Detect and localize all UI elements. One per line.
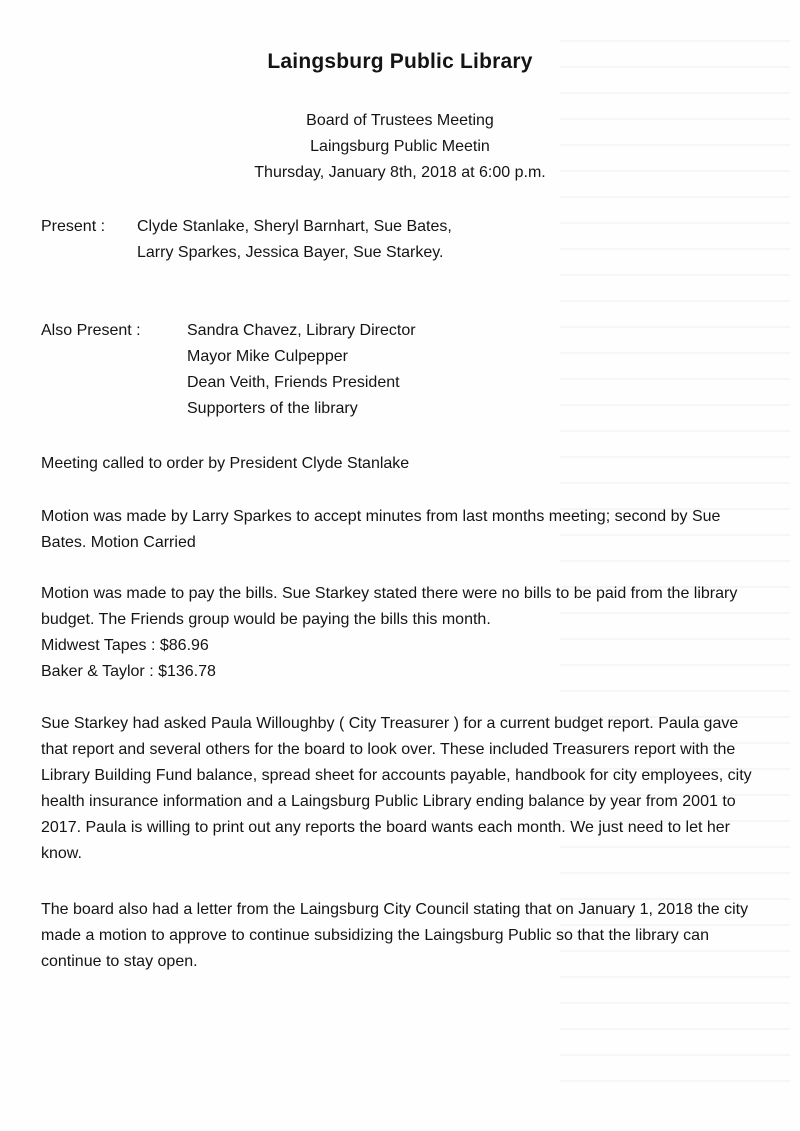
also-present-name: Supporters of the library (187, 400, 358, 417)
present-names-line-2: Larry Sparkes, Jessica Bayer, Sue Starkey. (137, 244, 444, 261)
minutes-motion-text: Motion was made by Larry Sparkes to accept minutes from last months meeting; second by Sue Bates. Motion Carried (41, 508, 721, 551)
document-title: Laingsburg Public Library (267, 50, 533, 73)
budget-report (41, 711, 761, 867)
meeting-date: Thursday, January 8th, 2018 at 6:00 p.m. (254, 164, 546, 181)
bill-item: Midwest Tapes : $86.96 (41, 637, 209, 654)
budget-report-text: Sue Starkey had asked Paula Willoughby ( City Treasurer ) for a current budget report. Paula gave that report and several others for the board to look over. These included Treasurers report with the Library Building Fund balance, spread sheet for accounts payable, handbook for city employees, city health insurance information and a Laingsburg Public Library ending balance by year from 2001 to 2017. Paula is willing to print out any reports the board wants each month. We just need to let her know. (41, 715, 752, 862)
meeting-location: Laingsburg Public Meetin (310, 138, 490, 155)
also-present-name: Dean Veith, Friends President (187, 374, 400, 391)
call-to-order (41, 451, 761, 477)
minutes-motion (41, 504, 761, 556)
also-present-name: Mayor Mike Culpepper (187, 348, 348, 365)
meeting-name: Board of Trustees Meeting (306, 112, 494, 129)
also-present-name: Sandra Chavez, Library Director (187, 322, 416, 339)
present-names-line-1: Clyde Stanlake, Sheryl Barnhart, Sue Bates, (137, 218, 452, 235)
bills-motion-text: Motion was made to pay the bills. Sue Starkey stated there were no bills to be paid from the library budget. The Friends group would be paying the bills this month. (41, 585, 738, 628)
also-present-label: Also Present : (41, 322, 141, 339)
bill-item: Baker & Taylor : $136.78 (41, 663, 216, 680)
bills-motion (41, 581, 761, 685)
council-letter-text: The board also had a letter from the Laingsburg City Council stating that on January 1, 2018 the city made a motion to approve to continue subsidizing the Laingsburg Public so that the library can continue to stay open. (41, 901, 749, 970)
council-letter (41, 897, 761, 975)
call-to-order-text: Meeting called to order by President Clyde Stanlake (41, 455, 410, 472)
present-label: Present : (41, 218, 106, 235)
